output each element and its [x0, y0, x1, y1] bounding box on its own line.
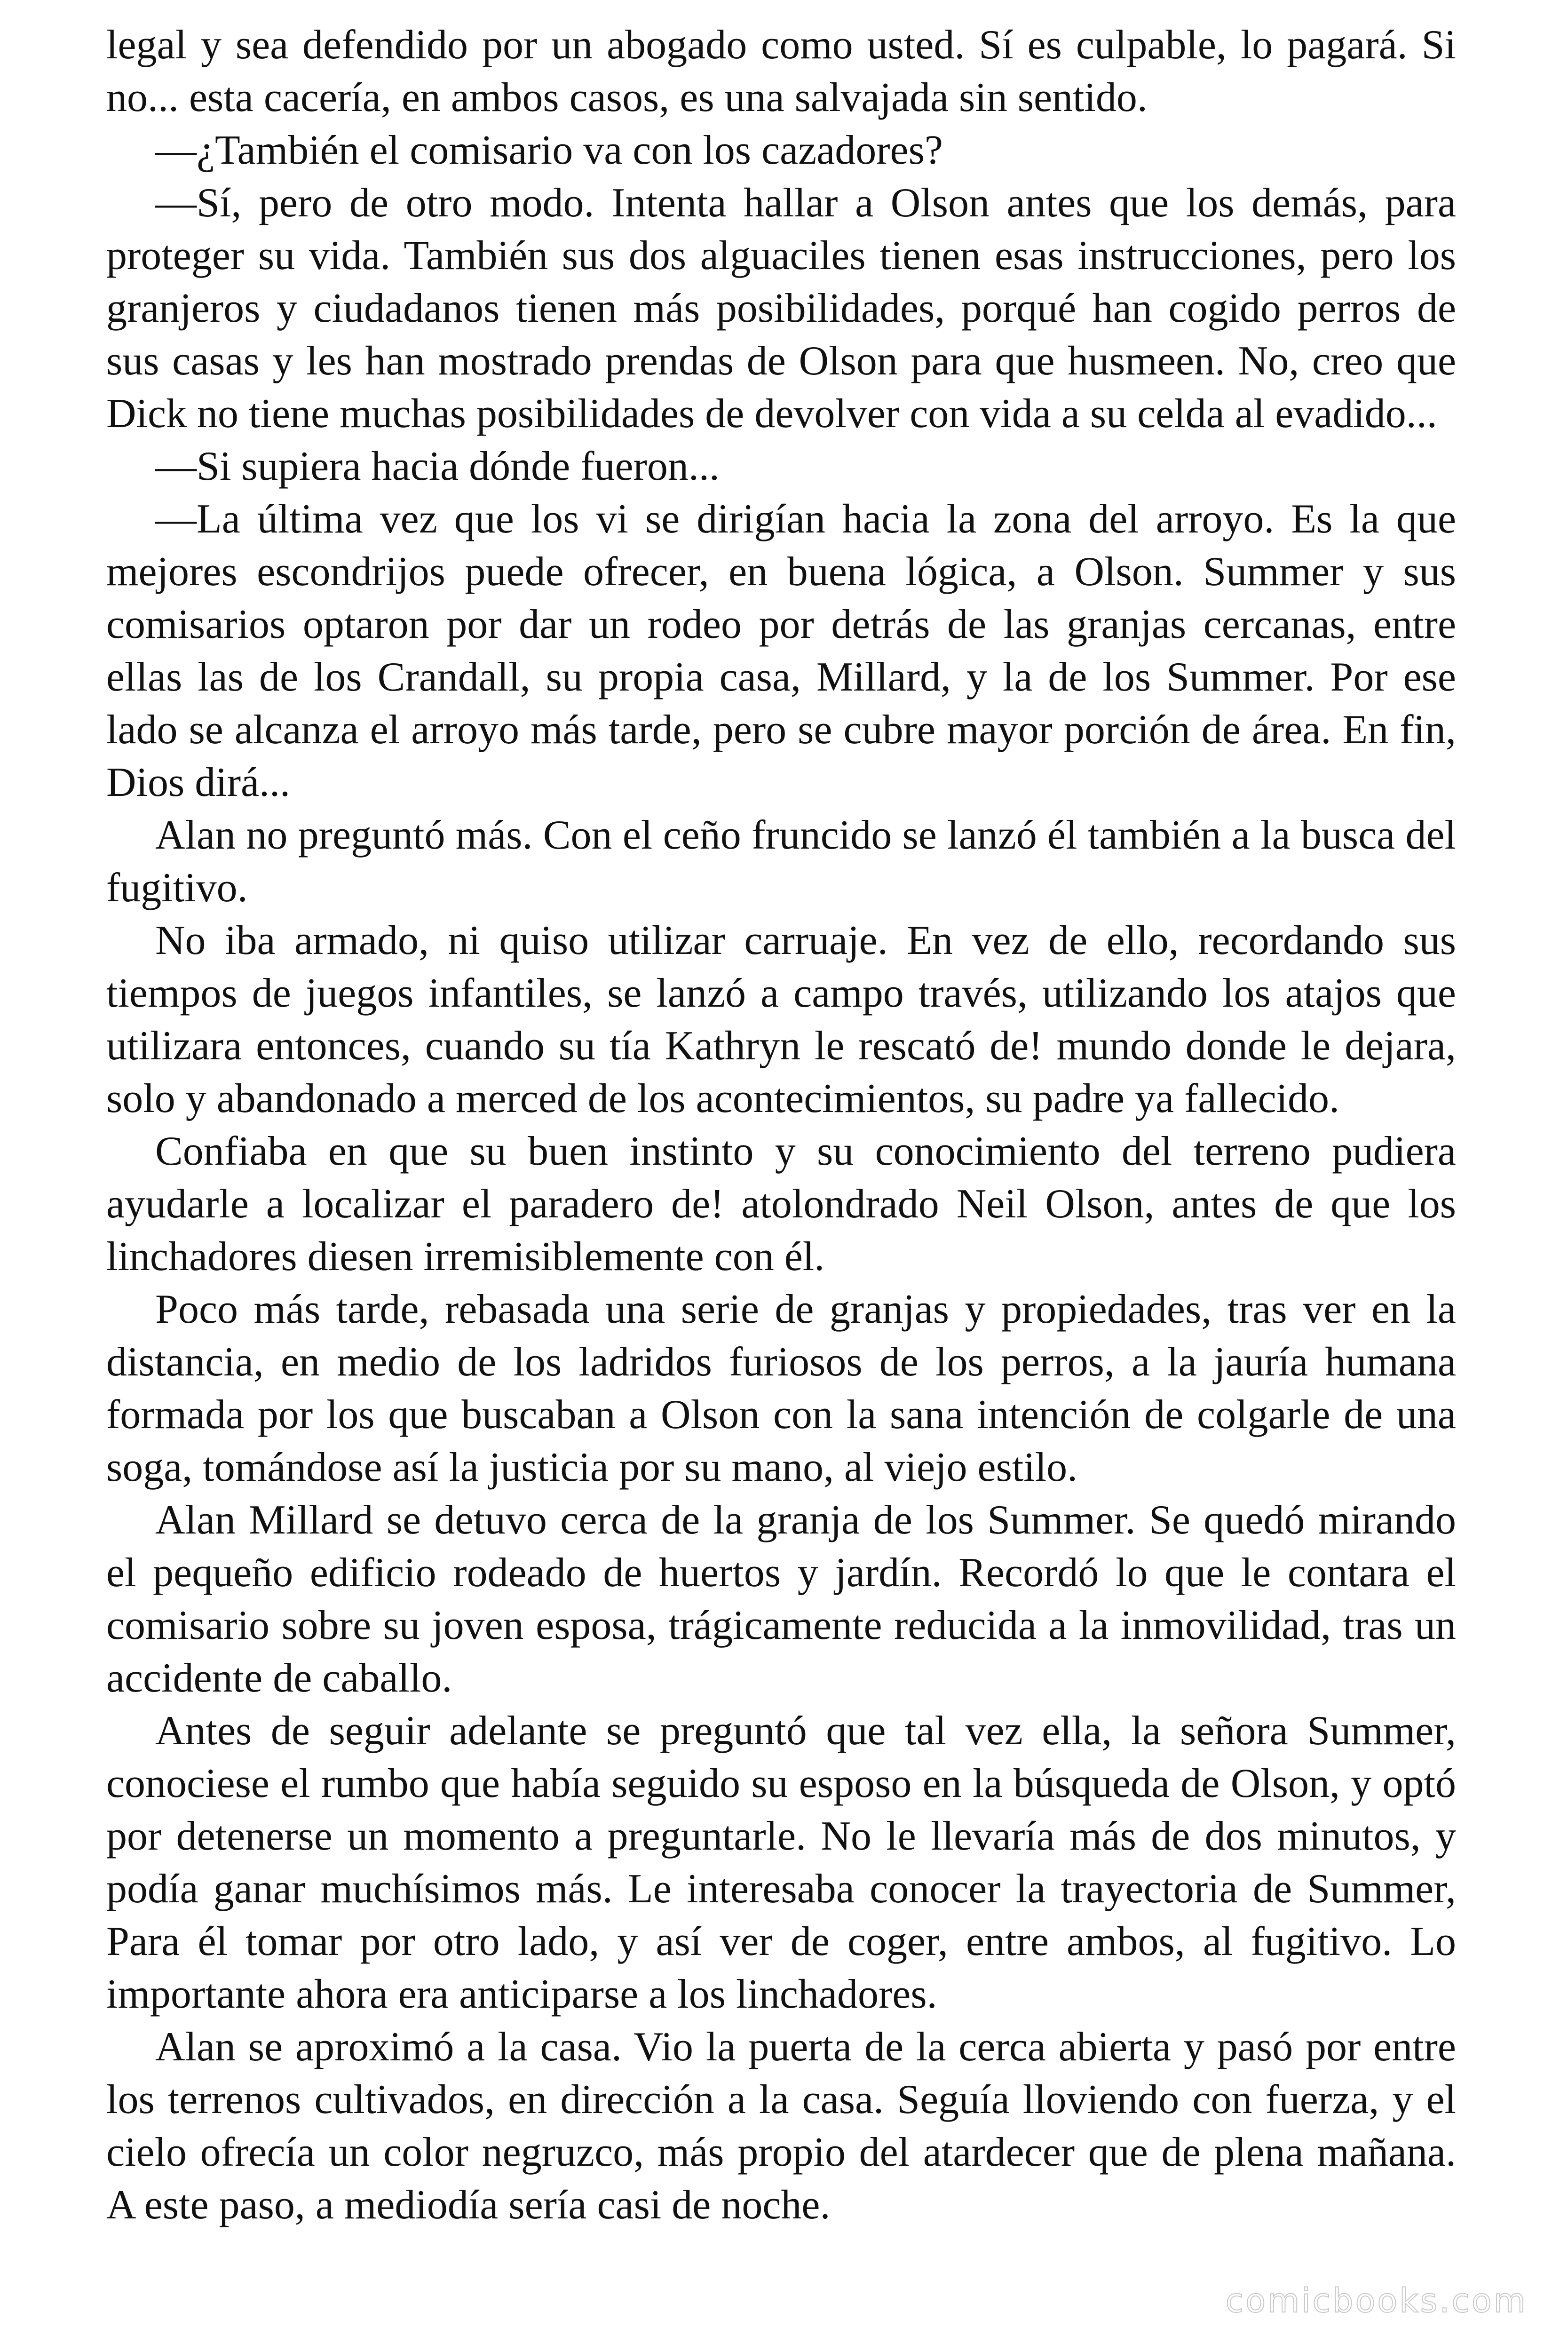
paragraph-dialogue-answer: —Sí, pero de otro modo. Intenta hallar a Olson antes que los demás, para proteger su vida. También sus dos alguaciles tienen esas instrucciones, pero los granjeros y ciudadanos tienen más posibilidades, porqué han cogido perros de sus casas y les han mostrado prendas de Olson para que husmeen. No, creo que Dick no tiene muchas posibilidades de devolver con vida a su celda al evadido... — [106, 180, 1456, 437]
watermark: comicbooks.com — [1225, 2281, 1528, 2320]
paragraph-alan-search: Alan no preguntó más. Con el ceño fruncido se lanzó él también a la busca del fugitivo. — [106, 812, 1456, 911]
paragraph-dialogue-wish: —Si supiera hacia dónde fueron... — [155, 444, 720, 489]
paragraph-unarmed: No iba armado, ni quiso utilizar carruaje. En vez de ello, recordando sus tiempos de juegos infantiles, se lanzó a campo través, utilizando los atajos que utilizara entonces, cuando su tía Kathryn le rescató de! mundo donde le dejara, solo y abandonado a merced de los acontecimientos, su padre ya fallecido. — [106, 918, 1456, 1121]
paragraph-dialogue-question: —¿También el comisario va con los cazadores? — [155, 127, 943, 173]
paragraph-mrs-summer: Antes de seguir adelante se preguntó que tal vez ella, la señora Summer, conociese el rumbo que había seguido su esposo en la búsqueda de Olson, y optó por detenerse un momento a preguntarle. No le llevaría más de dos minutos, y podía ganar muchísimos más. Le interesaba conocer la trayectoria de Summer, Para él tomar por otro lado, y así ver de coger, entre ambos, al fugitivo. Lo importante ahora era anticiparse a los linchadores. — [106, 1708, 1456, 2017]
book-page — [106, 19, 1456, 2286]
paragraph-instinct: Confiaba en que su buen instinto y su conocimiento del terreno pudiera ayudarle a localizar el paradero de! atolondrado Neil Olson, antes de que los linchadores diesen irremisiblemente con él. — [106, 1128, 1456, 1279]
paragraph-approach-house: Alan se aproximó a la casa. Vio la puerta de la cerca abierta y pasó por entre los terrenos cultivados, en dirección a la casa. Seguía lloviendo con fuerza, y el cielo ofrecía un color negruzco, más propio del atardecer que de plena mañana. A este paso, a mediodía sería casi de noche. — [106, 2024, 1456, 2228]
paragraph-continuation: legal y sea defendido por un abogado como usted. Sí es culpable, lo pagará. Si no... esta cacería, en ambos casos, es una salvajada sin sentido. — [106, 22, 1456, 120]
paragraph-lynch-mob: Poco más tarde, rebasada una serie de granjas y propiedades, tras ver en la distancia, en medio de los ladridos furiosos de los perros, a la jauría humana formada por los que buscaban a Olson con la sana intención de colgarle de una soga, tomándose así la justicia por su mano, al viejo estilo. — [106, 1287, 1456, 1490]
paragraph-summer-farm: Alan Millard se detuvo cerca de la granja de los Summer. Se quedó mirando el pequeño edificio rodeado de huertos y jardín. Recordó lo que le contara el comisario sobre su joven esposa, trágicamente reducida a la inmovilidad, tras un accidente de caballo. — [106, 1497, 1456, 1701]
paragraph-dialogue-creek: —La última vez que los vi se dirigían hacia la zona del arroyo. Es la que mejores escondrijos puede ofrecer, en buena lógica, a Olson. Summer y sus comisarios optaron por dar un rodeo por detrás de las granjas cercanas, entre ellas las de los Crandall, su propia casa, Millard, y la de los Summer. Por ese lado se alcanza el arroyo más tarde, pero se cubre mayor porción de área. En fin, Dios dirá... — [106, 496, 1456, 805]
